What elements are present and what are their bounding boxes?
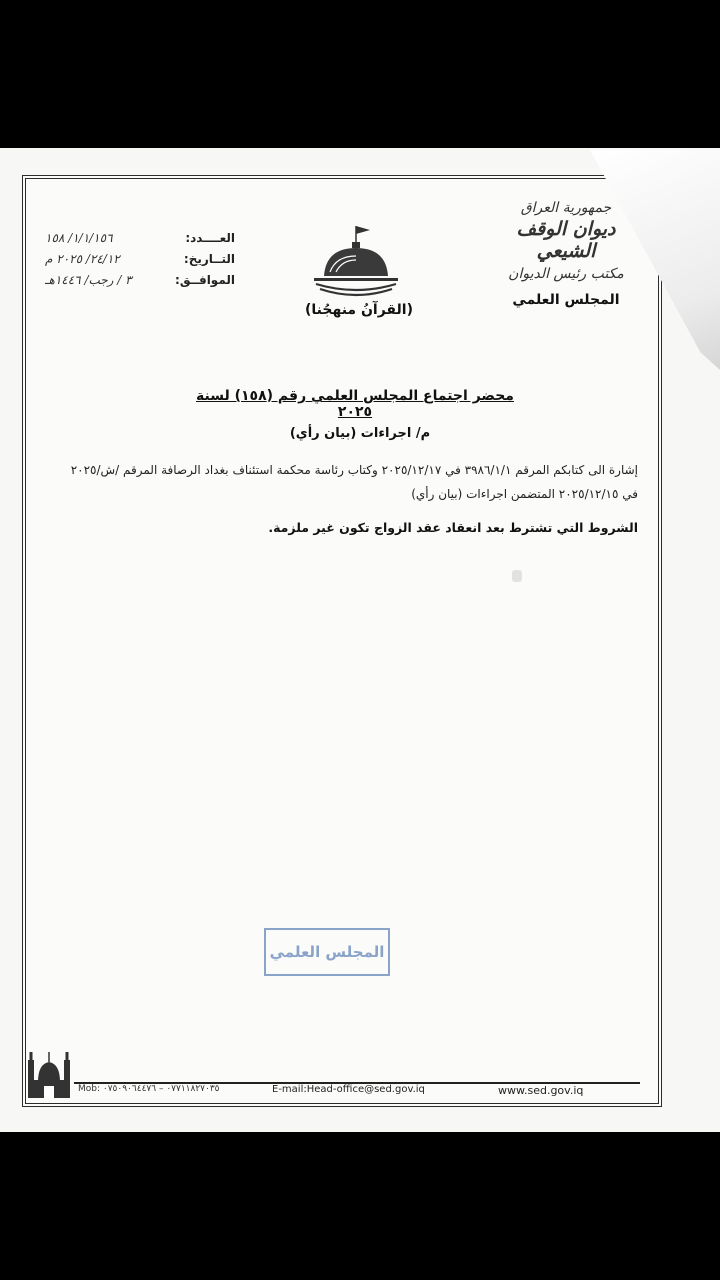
org-name: ديوان الوقف الشيعي bbox=[516, 218, 616, 262]
reference-block bbox=[45, 228, 235, 291]
council-name: المجلس العلمي bbox=[512, 292, 620, 308]
org-country: جمهورية العراق bbox=[520, 200, 612, 216]
document-title: محضر اجتماع المجلس العلمي رقم (١٥٨) لسنة ٢٠٢٥ bbox=[196, 388, 514, 420]
footer-mobile: Mob: ٠٧٧١١٨٢٧٠٣٥ – ٠٧٥٠٩٠٦٤٤٧٦ bbox=[78, 1084, 220, 1094]
ref-number: ١/١/١٥٦/ ١٥٨ bbox=[45, 231, 113, 245]
scan-mark bbox=[512, 570, 522, 582]
document-conclusion: الشروط التي تشترط بعد انعقاد عقد الزواج تكون غير ملزمة. bbox=[268, 520, 638, 535]
date-value: ٢٤/١٢/ ٢٠٢٥ م bbox=[45, 252, 120, 266]
hijri-date-value: ٣ / رجب/ ١٤٤٦هـ bbox=[45, 273, 132, 287]
hijri-date-label: الموافــق: bbox=[175, 273, 235, 287]
document-body: إشارة الى كتابكم المرقم ٣٩٨٦/١/١ في ٢٠٢٥/١٢/١٧ وكتاب رئاسة محكمة استئناف بغداد الرصافة المرقم /ش/٢٠٢٥ في ٢٠٢٥/١٢/١٥ المتضمن اجراءات (بيان رأي) bbox=[70, 463, 638, 501]
motto: (القرآنُ منهجُنا) bbox=[305, 302, 413, 318]
document-subject: م/ اجراءات (بيان رأي) bbox=[289, 426, 431, 441]
shrine-icon bbox=[26, 1046, 72, 1098]
organization-block bbox=[486, 200, 646, 308]
date-label: التــاريخ: bbox=[183, 252, 235, 266]
ref-label: العــــدد: bbox=[185, 231, 235, 245]
dome-logo bbox=[306, 222, 412, 302]
footer-email: E-mail:Head-office@sed.gov.iq bbox=[272, 1084, 425, 1095]
council-stamp: المجلس العلمي bbox=[264, 928, 390, 976]
org-office: مكتب رئيس الديوان bbox=[508, 266, 624, 282]
footer-website: www.sed.gov.iq bbox=[498, 1084, 584, 1097]
